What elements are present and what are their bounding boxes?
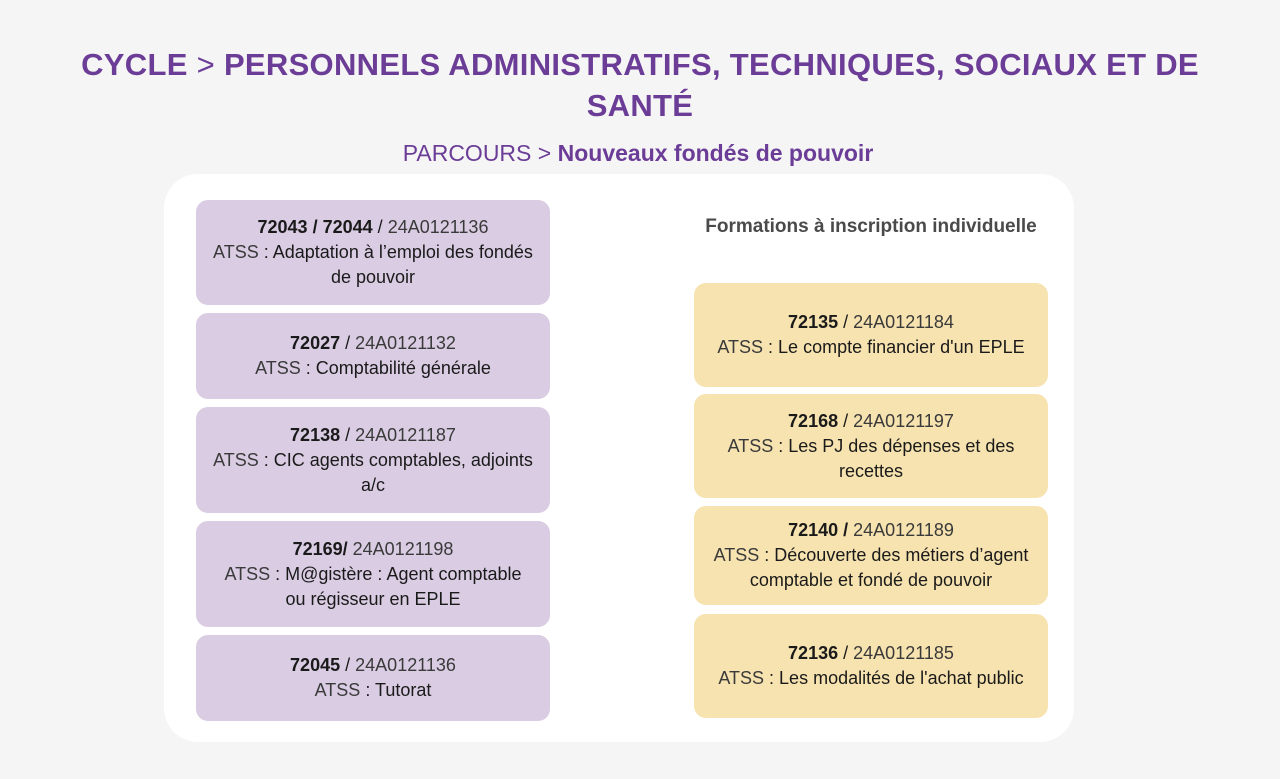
training-prefix: ATSS [255, 358, 301, 378]
code-separator: / [377, 217, 383, 237]
training-card[interactable] [694, 614, 1048, 718]
code-separator: / [345, 655, 351, 675]
training-ref: 24A0121136 [387, 217, 489, 237]
training-label: : M@gistère : Agent comptable ou régisseur en EPLE [275, 563, 522, 609]
training-codes: 72135 [788, 312, 839, 332]
training-ref: 24A0121189 [853, 520, 954, 540]
training-codes: 72027 [290, 333, 341, 353]
training-card[interactable] [196, 200, 550, 305]
training-ref: 24A0121187 [355, 424, 456, 445]
training-card[interactable] [694, 506, 1048, 605]
code-separator: / [843, 312, 849, 332]
training-codes: 72136 [788, 643, 839, 663]
training-label: : CIC agents comptables, adjoints a/c [263, 449, 533, 495]
cycle-prefix: CYCLE [81, 47, 188, 82]
training-label: : Découverte des métiers d’agent comptable et fondé de pouvoir [749, 545, 1029, 590]
training-ref: 24A0121184 [853, 312, 954, 332]
training-prefix: ATSS [224, 563, 271, 584]
cycle-title [40, 44, 1240, 126]
training-codes: 72043 / 72044 [257, 217, 373, 237]
training-codes: 72138 [290, 424, 341, 445]
code-separator: / [843, 410, 849, 431]
training-codes: 72045 [290, 655, 341, 675]
training-card[interactable] [694, 394, 1048, 498]
training-label: : Tutorat [365, 680, 432, 700]
parcours-name: Nouveaux fondés de pouvoir [557, 140, 874, 166]
training-codes: 72140 / [788, 520, 849, 540]
training-prefix: ATSS [727, 435, 774, 456]
parcours-title [0, 140, 1276, 167]
training-card[interactable] [196, 635, 550, 721]
individual-trainings-heading: Formations à inscription individuelle [705, 216, 1037, 237]
training-label: : Adaptation à l’emploi des fondés de pouvoir [263, 242, 533, 287]
training-card[interactable] [196, 313, 550, 399]
training-codes: 72168 [788, 410, 839, 431]
training-card[interactable] [694, 283, 1048, 387]
training-prefix: ATSS [718, 668, 765, 688]
training-ref: 24A0121185 [853, 643, 954, 663]
training-prefix: ATSS [717, 337, 764, 357]
code-separator: / [345, 333, 351, 353]
training-prefix: ATSS [314, 680, 361, 700]
training-ref: 24A0121136 [355, 655, 456, 675]
code-separator: / [345, 424, 351, 445]
code-separator: / [843, 643, 849, 663]
training-label: : Le compte financier d'un EPLE [768, 337, 1025, 357]
cycle-separator: > [196, 47, 216, 82]
parcours-separator: > [537, 140, 552, 166]
training-label: : Les PJ des dépenses et des recettes [778, 435, 1015, 481]
training-prefix: ATSS [713, 545, 760, 565]
training-ref: 24A0121132 [355, 333, 456, 353]
training-ref: 24A0121197 [853, 410, 954, 431]
training-prefix: ATSS [213, 449, 259, 470]
training-codes: 72169/ [292, 538, 348, 559]
cycle-name: PERSONNELS ADMINISTRATIFS, TECHNIQUES, SOCIAUX ET DE SANTÉ [223, 47, 1199, 123]
parcours-prefix: PARCOURS [402, 140, 532, 166]
training-card[interactable] [196, 407, 550, 513]
training-card[interactable] [196, 521, 550, 627]
training-label: : Les modalités de l'achat public [769, 668, 1024, 688]
training-label: : Comptabilité générale [305, 358, 491, 378]
training-ref: 24A0121198 [352, 538, 454, 559]
training-prefix: ATSS [213, 242, 259, 262]
